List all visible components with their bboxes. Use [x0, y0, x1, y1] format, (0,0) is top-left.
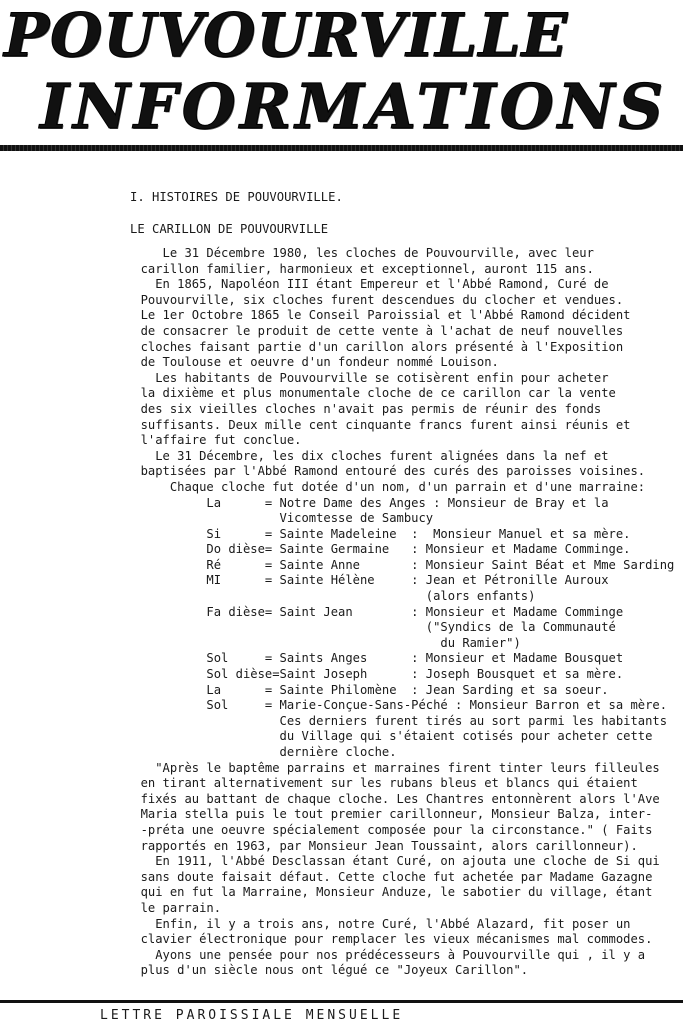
section-title: I. HISTOIRES DE POUVOURVILLE.: [130, 190, 343, 204]
text-line: carillon familier, harmonieux et exceptionnel, auront 115 ans.: [126, 261, 594, 276]
text-line: "Après le baptême parrains et marraines firent tinter leurs filleules: [126, 760, 660, 775]
text-line: plus d'un siècle nous ont légué ce "Joyeux Carillon".: [126, 963, 529, 978]
text-line: Vicomtesse de Sambucy: [126, 511, 434, 526]
text-line: MI = Sainte Hélène : Jean et Pétronille Auroux: [126, 573, 609, 588]
text-line: Pouvourville, six cloches furent descendues du clocher et vendues.: [126, 292, 624, 307]
text-line: en tirant alternativement sur les rubans bleus et blancs qui étaient: [126, 776, 638, 791]
footer-text: LETTRE PAROISSIALE MENSUELLE: [100, 1008, 404, 1023]
text-line: (alors enfants): [126, 589, 536, 604]
text-line: clavier électronique pour remplacer les vieux mécanismes mal commodes.: [126, 932, 653, 947]
text-line: Le 1er Octobre 1865 le Conseil Paroissial et l'Abbé Ramond décident: [126, 308, 631, 323]
text-line: Ces derniers furent tirés au sort parmi les habitants: [126, 713, 668, 728]
text-line: l'affaire fut conclue.: [126, 433, 302, 448]
text-line: de consacrer le produit de cette vente à l'achat de neuf nouvelles: [126, 323, 624, 338]
text-line: En 1865, Napoléon III étant Empereur et l'Abbé Ramond, Curé de: [126, 277, 609, 292]
text-line: La = Sainte Philomène : Jean Sarding et sa soeur.: [126, 682, 609, 697]
article-title: LE CARILLON DE POUVOURVILLE: [130, 222, 329, 236]
masthead-title: POUVOURVILLE: [4, 1, 569, 71]
text-line: Maria stella puis le tout premier carillonneur, Monsieur Balza, inter-: [126, 807, 653, 822]
text-line: cloches faisant partie d'un carillon alors présenté à l'Exposition: [126, 339, 624, 354]
text-line: Si = Sainte Madeleine : Monsieur Manuel et sa mère.: [126, 526, 631, 541]
bottom-divider: [0, 1000, 683, 1003]
text-line: ("Syndics de la Communauté: [126, 620, 616, 635]
text-line: Sol dièse=Saint Joseph : Joseph Bousquet et sa mère.: [126, 667, 624, 682]
text-line: Sol = Saints Anges : Monsieur et Madame Bousquet: [126, 651, 624, 666]
text-line: Ayons une pensée pour nos prédécesseurs à Pouvourville qui , il y a: [126, 947, 646, 962]
text-line: des six vieilles cloches n'avait pas permis de réunir des fonds: [126, 401, 602, 416]
text-line: fixés au battant de chaque cloche. Les Chantres entonnèrent alors l'Ave: [126, 791, 660, 806]
text-line: de Toulouse et oeuvre d'un fondeur nommé Louison.: [126, 355, 499, 370]
text-line: du Village qui s'étaient cotisés pour acheter cette: [126, 729, 653, 744]
text-line: Do dièse= Sainte Germaine : Monsieur et Madame Comminge.: [126, 542, 631, 557]
top-divider: [0, 145, 683, 151]
article-body: [126, 246, 681, 979]
text-line: Les habitants de Pouvourville se cotisèrent enfin pour acheter: [126, 370, 609, 385]
text-line: La = Notre Dame des Anges : Monsieur de Bray et la: [126, 495, 609, 510]
text-line: Sol = Marie-Conçue-Sans-Péché : Monsieur Barron et sa mère.: [126, 698, 668, 713]
text-line: le parrain.: [126, 900, 222, 915]
text-line: dernière cloche.: [126, 745, 397, 759]
text-line: Le 31 Décembre, les dix cloches furent alignées dans la nef et: [126, 448, 609, 463]
text-line: rapportés en 1963, par Monsieur Jean Toussaint, alors carillonneur).: [126, 838, 638, 853]
masthead: [0, 0, 683, 160]
text-line: suffisants. Deux mille cent cinquante francs furent ainsi réunis et: [126, 417, 631, 432]
text-line: la dixième et plus monumentale cloche de ce carillon car la vente: [126, 386, 616, 401]
text-line: Ré = Sainte Anne : Monsieur Saint Béat et Mme Sarding: [126, 557, 675, 572]
text-line: Le 31 Décembre 1980, les cloches de Pouvourville, avec leur: [126, 246, 594, 260]
text-line: Enfin, il y a trois ans, notre Curé, l'Abbé Alazard, fit poser un: [126, 916, 631, 931]
text-line: En 1911, l'Abbé Desclassan étant Curé, on ajouta une cloche de Si qui: [126, 854, 660, 869]
text-line: -préta une oeuvre spécialement composée pour la circonstance." ( Faits: [126, 822, 653, 837]
text-line: Fa dièse= Saint Jean : Monsieur et Madame Comminge: [126, 604, 624, 619]
text-line: qui en fut la Marraine, Monsieur Anduze, le sabotier du village, étant: [126, 885, 653, 900]
text-line: baptisées par l'Abbé Ramond entouré des curés des paroisses voisines.: [126, 464, 646, 479]
article: [0, 160, 683, 978]
masthead-subtitle: INFORMATIONS: [40, 70, 668, 143]
text-line: du Ramier"): [126, 635, 521, 650]
text-line: Chaque cloche fut dotée d'un nom, d'un parrain et d'une marraine:: [126, 479, 646, 494]
text-line: sans doute faisait défaut. Cette cloche fut achetée par Madame Gazagne: [126, 869, 653, 884]
